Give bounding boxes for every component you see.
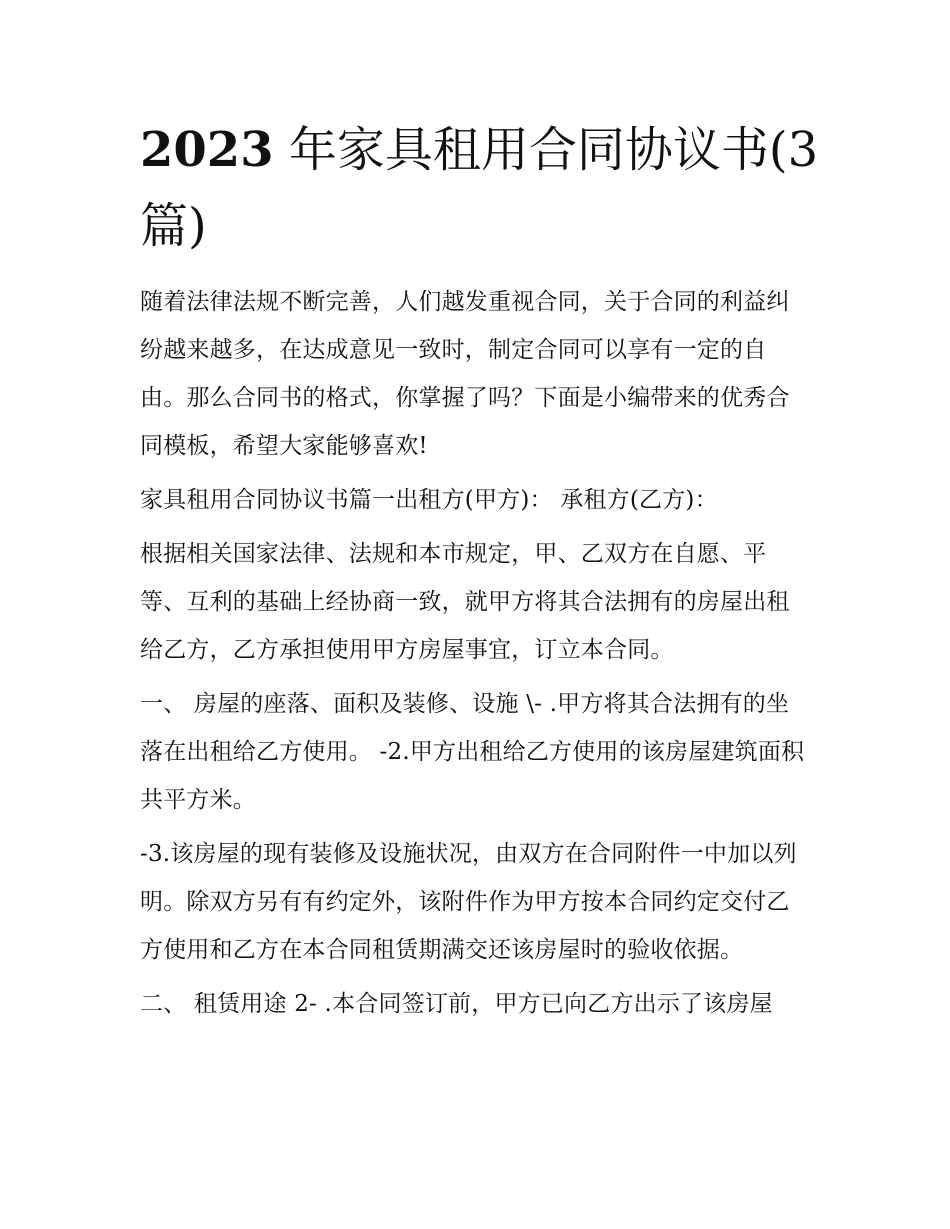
title-year: 2023 (140, 122, 274, 178)
paragraph-section-1-3: -3.该房屋的现有装修及设施状况，由双方在合同附件一中加以列明。除双方另有有约定外，该附件作为甲方按本合同约定交付乙方使用和乙方在本合同租赁期满交还该房屋时的验收依据。 (140, 841, 797, 963)
document-body (140, 278, 812, 1034)
paragraph-basis: 根据相关国家法律、法规和本市规定，甲、乙双方在自愿、平等、互利的基础上经协商一致，就甲方将其合法拥有的房屋出租给乙方，乙方承担使用甲方房屋事宜，订立本合同。 (140, 541, 790, 663)
paragraph-section-2: 二、 租赁用途 2- .本合同签订前，甲方已向乙方出示了该房屋 (140, 991, 773, 1017)
paragraph-parties: 家具租用合同协议书篇一出租方(甲方)： 承租方(乙方)： (140, 487, 718, 513)
title-text: 年家具租用合同协议书(3篇) (140, 122, 819, 254)
paragraph-intro: 随着法律法规不断完善，人们越发重视合同，关于合同的利益纠纷越来越多，在达成意见一致时，制定合同可以享有一定的自由。那么合同书的格式，你掌握了吗？下面是小编带来的优秀合同模板，希望大家能够喜欢! (140, 289, 790, 459)
paragraph-section-1: 一、 房屋的座落、面积及装修、设施 \- .甲方将其合法拥有的坐落在出租给乙方使用。 -2.甲方出租给乙方使用的该房屋建筑面积共平方米。 (140, 691, 805, 813)
document-title (140, 112, 820, 264)
